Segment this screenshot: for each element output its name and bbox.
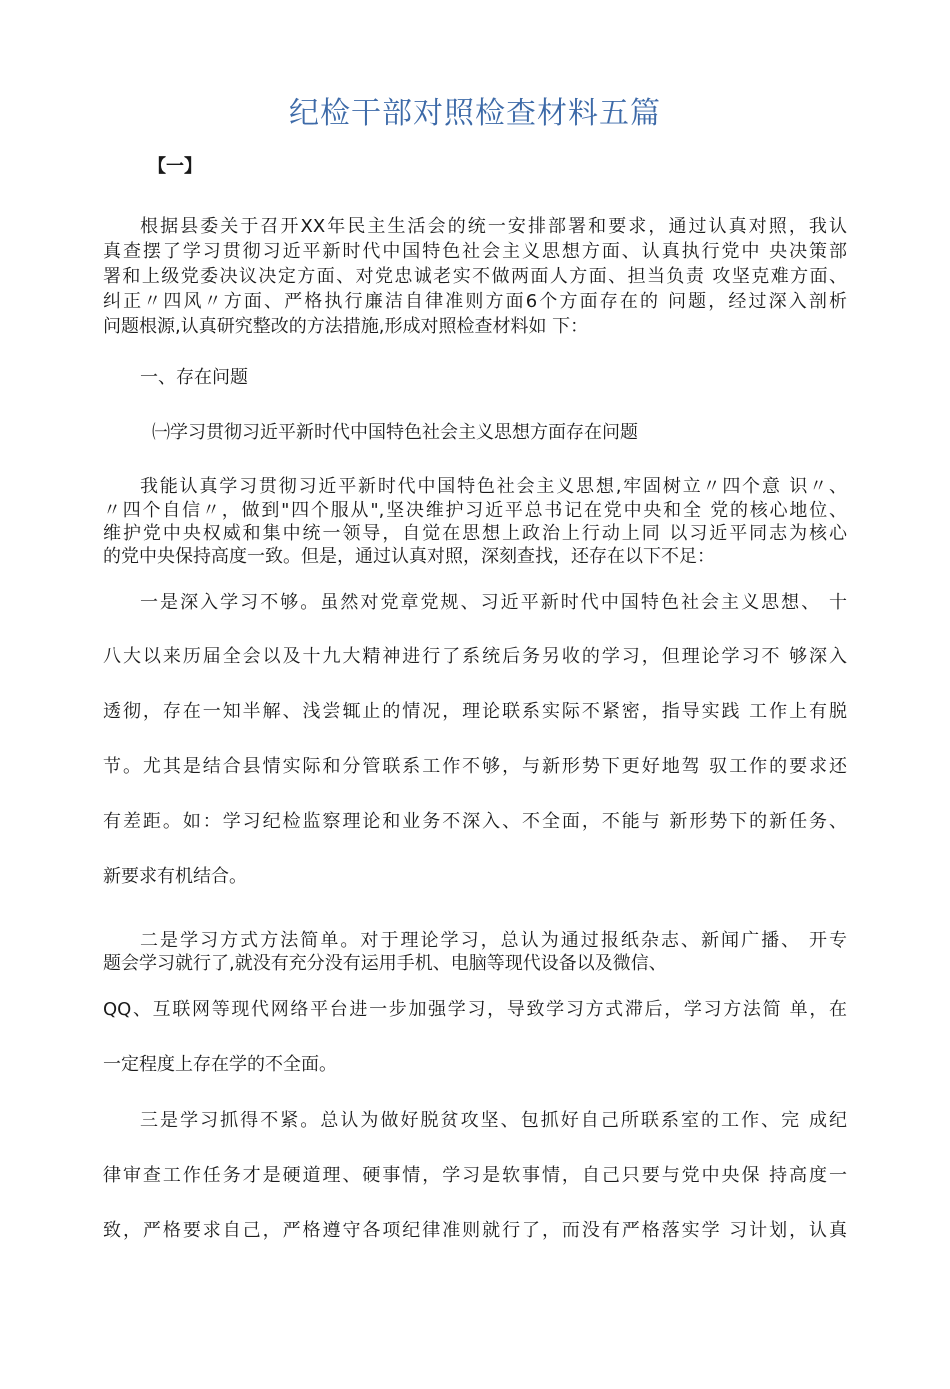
p2-line-6: 新要求有机结合。 <box>103 866 247 887</box>
p2-line-2: 八大以来历届全会以及十九大精神进行了系统后务另收的学习，但理论学习不 够深入 <box>103 646 847 667</box>
p4-line-3: 致，严格要求自己，严格遵守各项纪律准则就行了，而没有严格落实学 习计划，认真 <box>103 1220 847 1241</box>
p1-line-3: 维护党中央权威和集中统一领导，自觉在思想上政治上行动上同 以习近平同志为核心 <box>103 523 847 544</box>
p1-line-4: 的党中央保持高度一致。但是，通过认真对照，深刻查找，还存在以下不足： <box>103 546 715 567</box>
p3-line-2: 题会学习就行了,就没有充分没有运用手机、电脑等现代设备以及微信、 <box>103 953 667 974</box>
heading-problems: 一、存在问题 <box>140 367 248 388</box>
section-marker: 【一】 <box>148 156 202 177</box>
p2-line-4: 节。尤其是结合县情实际和分管联系工作不够，与新形势下更好地驾 驭工作的要求还 <box>103 756 847 777</box>
intro-line-3: 署和上级党委决议决定方面、对党忠诚老实不做两面人方面、担当负责 攻坚克难方面、 <box>103 266 847 287</box>
p1-line-1: 我能认真学习贯彻习近平新时代中国特色社会主义思想,牢固树立〃四个意 识〃、 <box>140 476 847 497</box>
p1-line-2: 〃四个自信〃，做到"四个服从",坚决维护习近平总书记在党中央和全 党的核心地位、 <box>103 500 847 521</box>
p2-line-1: 一是深入学习不够。虽然对党章党规、习近平新时代中国特色社会主义思想、 十 <box>140 592 847 613</box>
p2-line-3: 透彻，存在一知半解、浅尝辄止的情况，理论联系实际不紧密，指导实践 工作上有脱 <box>103 701 847 722</box>
intro-line-4: 纠正〃四风〃方面、严格执行廉洁自律准则方面6个方面存在的 问题，经过深入剖析 <box>103 291 847 312</box>
p4-line-2: 律审查工作任务才是硬道理、硬事情，学习是软事情，自己只要与党中央保 持高度一 <box>103 1165 847 1186</box>
intro-line-1: 根据县委关于召开XX年民主生活会的统一安排部署和要求，通过认真对照，我认 <box>140 216 847 237</box>
intro-line-2: 真查摆了学习贯彻习近平新时代中国特色社会主义思想方面、认真执行党中 央决策部 <box>103 241 847 262</box>
p3-line-3: QQ、互联网等现代网络平台进一步加强学习，导致学习方式滞后，学习方法简 单，在 <box>103 999 847 1020</box>
document-title: 纪检干部对照检查材料五篇 <box>289 96 661 131</box>
p4-line-1: 三是学习抓得不紧。总认为做好脱贫攻坚、包抓好自己所联系室的工作、完 成纪 <box>140 1110 847 1131</box>
intro-line-5: 问题根源,认真研究整改的方法措施,形成对照检查材料如 下： <box>103 316 589 337</box>
p3-line-1: 二是学习方式方法简单。对于理论学习，总认为通过报纸杂志、新闻广播、 开专 <box>140 930 847 951</box>
p2-line-5: 有差距。如：学习纪检监察理论和业务不深入、不全面，不能与 新形势下的新任务、 <box>103 811 847 832</box>
heading-study: ㈠学习贯彻习近平新时代中国特色社会主义思想方面存在问题 <box>152 422 638 443</box>
p3-line-4: 一定程度上存在学的不全面。 <box>103 1054 337 1075</box>
